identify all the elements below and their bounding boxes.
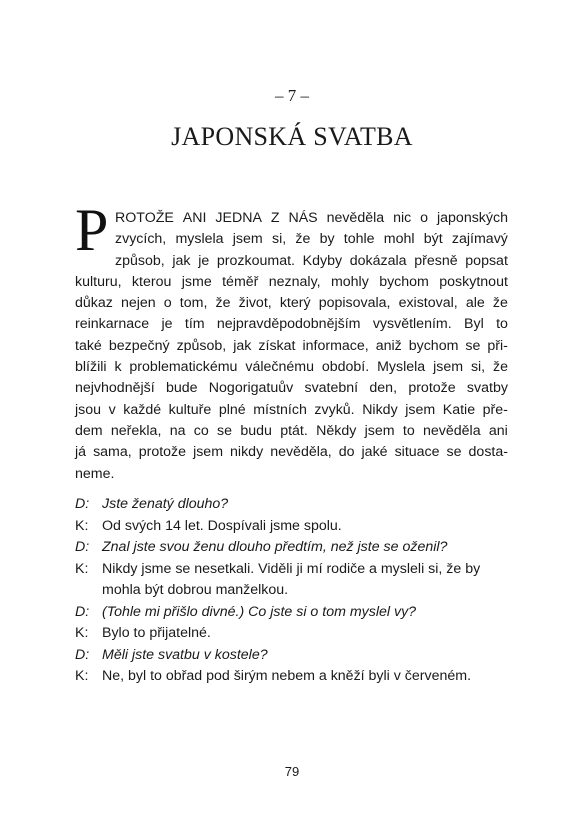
utterance: mohla být dobrou manželkou. <box>102 582 289 598</box>
chapter-number: – 7 – <box>275 86 309 105</box>
chapter-title: JAPONSKÁ SVATBA <box>171 122 413 151</box>
paragraph-line: způsob, jak je prozkoumat. Kdyby dokázala přesně popsat <box>115 252 508 269</box>
speaker-label: K: <box>75 668 89 684</box>
utterance: Nikdy jsme se nesetkali. Viděli ji mí rodiče a mysleli si, že by <box>102 560 481 577</box>
speaker-label: K: <box>75 517 89 534</box>
dialogue-line <box>75 645 515 667</box>
speaker-label: D: <box>75 539 90 555</box>
utterance: Bylo to přijatelné. <box>102 625 211 641</box>
speaker-label: D: <box>75 603 90 620</box>
paragraph-line: neme. <box>75 465 115 482</box>
utterance: (Tohle mi přišlo divné.) Co jste si o tom myslel vy? <box>102 603 417 620</box>
paragraph-line: důkaz nejen o tom, že život, který popisovala, existoval, ale že <box>75 295 508 312</box>
dialogue-line <box>75 666 515 688</box>
dialogue-line <box>75 580 515 602</box>
paragraph-line: nejvhodnější bude Nogorigatuův svatební den, protože svatby <box>75 380 508 397</box>
utterance: Od svých 14 let. Dospívali jsme spolu. <box>102 517 342 534</box>
utterance: Znal jste svou ženu dlouho předtím, než jste se oženil? <box>102 539 448 555</box>
dialogue-line <box>75 559 515 581</box>
dialogue-line <box>75 623 515 645</box>
speaker-label: D: <box>75 496 90 512</box>
paragraph-line: blížili k problematickému válečnému období. Myslela jsem si, že <box>75 359 508 376</box>
speaker-label: K: <box>75 625 89 641</box>
paragraph-line: ROTOŽE ANI JEDNA Z NÁS nevěděla nic o japonských <box>115 210 508 226</box>
page-number: 79 <box>284 764 300 779</box>
paragraph-line: zvycích, myslela jsem si, že by tohle mohl být zajímavý <box>115 231 508 248</box>
dialogue-line <box>75 516 515 538</box>
body-paragraph <box>75 208 508 485</box>
paragraph-line: reinkarnace je tím nejpravděpodobnějším vysvětlením. Byl to <box>75 316 508 333</box>
utterance: Jste ženatý dlouho? <box>102 496 229 512</box>
speaker-label: D: <box>75 646 90 663</box>
utterance: Měli jste svatbu v kostele? <box>102 646 268 663</box>
paragraph-line: dem neřekla, na co se budu ptát. Někdy jsem to nevěděla ani <box>75 422 508 439</box>
utterance: Ne, byl to obřad pod širým nebem a kněží byli v červeném. <box>102 668 472 684</box>
dialogue-line <box>75 494 515 516</box>
paragraph-line: jsou v každé kultuře plné místních zvyků. Nikdy jsem Katie pře- <box>75 401 508 418</box>
paragraph-line: také bezpečný způsob, jak získat informace, aniž bychom se při- <box>75 337 508 354</box>
drop-cap: P <box>75 197 109 263</box>
dialogue-line <box>75 537 515 559</box>
speaker-label: K: <box>75 560 89 577</box>
dialogue-line <box>75 602 515 624</box>
paragraph-line: já sama, protože jsem nikdy nevěděla, do jaké situace se dosta- <box>75 444 508 461</box>
dialogue <box>75 494 515 688</box>
paragraph-line: kulturu, kterou jsme téměř neznaly, mohly bychom poskytnout <box>75 273 508 290</box>
